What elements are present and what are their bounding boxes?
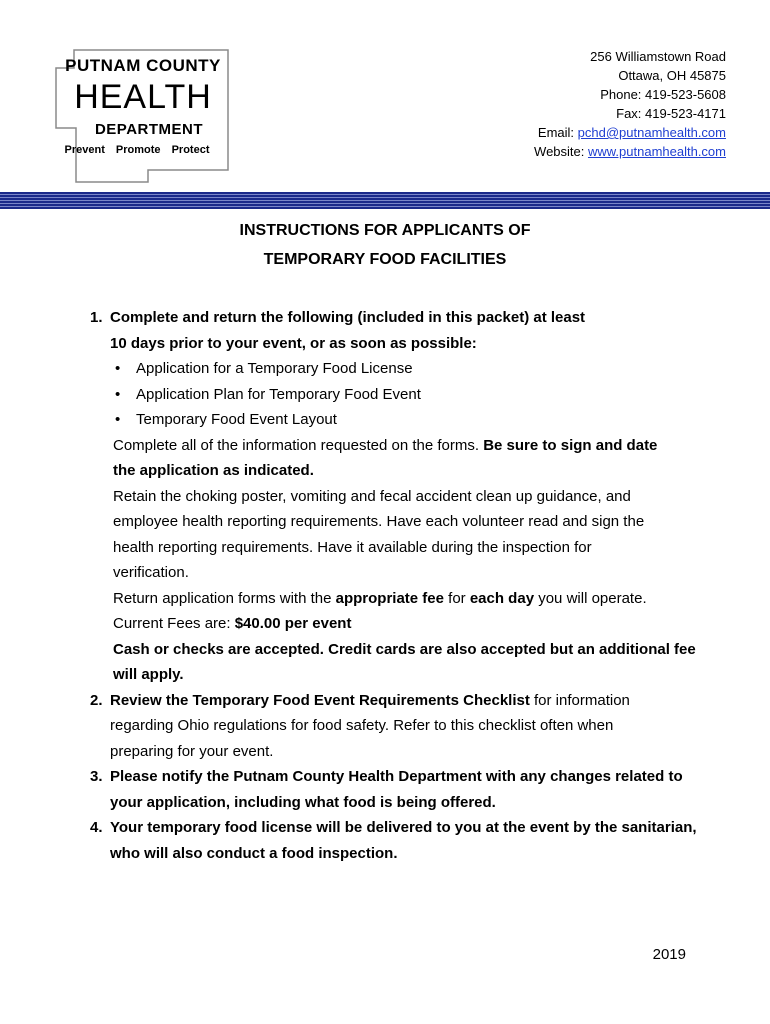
- logo-putnam-county: PUTNAM COUNTY: [65, 56, 221, 75]
- bullet-icon: •: [115, 360, 121, 377]
- bullet-icon: •: [115, 385, 121, 403]
- header-divider-bar: [0, 192, 770, 209]
- list-item-4-line2: [90, 841, 740, 867]
- item-4-text-line2: who will also conduct a food inspection.: [110, 844, 398, 862]
- item-4-number: 4.: [90, 819, 103, 836]
- retain-line2: employee health reporting requirements. Have each volunteer read and sign the: [113, 513, 645, 530]
- website-line: [534, 142, 726, 161]
- current-fees-label: Current Fees are:: [113, 615, 235, 632]
- email-line: [534, 123, 726, 142]
- website-link[interactable]: www.putnamhealth.com: [587, 144, 726, 159]
- bullet-text: Temporary Food Event Layout: [136, 411, 337, 428]
- list-item-3-line2: [90, 790, 740, 816]
- item-1-number: 1.: [90, 309, 103, 326]
- current-fees-line: [90, 611, 740, 637]
- list-item-2-line1: [90, 688, 740, 714]
- bullet-text: Application Plan for Temporary Food Event: [136, 385, 421, 403]
- list-item-1-heading-line1: [90, 305, 740, 331]
- retain-line4: verification.: [113, 564, 189, 581]
- list-item-2-line2: regarding Ohio regulations for food safety. Refer to this checklist often when: [110, 717, 614, 734]
- item-3-number: 3.: [90, 768, 103, 785]
- retain-line1: Retain the choking poster, vomiting and fecal accident clean up guidance, and: [113, 487, 631, 505]
- appropriate-fee-emphasis: appropriate fee: [335, 589, 444, 607]
- payment-line1: [90, 637, 740, 663]
- logo-department: DEPARTMENT: [94, 121, 204, 138]
- list-item-2-line3: preparing for your event.: [110, 742, 274, 760]
- bullet-item: [90, 382, 740, 408]
- complete-info-line2: [90, 458, 740, 484]
- return-text-c: for: [443, 589, 470, 607]
- bullet-icon: •: [115, 411, 121, 428]
- retain-line3: health reporting requirements. Have it available during the inspection for: [113, 538, 592, 556]
- logo-tagline: Prevent Promote Protect: [64, 144, 210, 156]
- website-label: Website:: [534, 144, 588, 159]
- complete-info-text: Complete all of the information requested on the forms.: [113, 436, 484, 454]
- each-day-emphasis: each day: [469, 589, 535, 607]
- return-text-a: Return application forms with the: [113, 589, 336, 607]
- fax-number: Fax: 419-523-4171: [616, 106, 726, 121]
- email-label: Email:: [537, 125, 578, 140]
- list-item-3-line1: [90, 764, 740, 790]
- bullet-text: Application for a Temporary Food License: [136, 360, 413, 377]
- payment-text-line1: Cash or checks are accepted. Credit cards are also accepted but an additional fee: [113, 640, 696, 658]
- fee-amount: $40.00 per event: [234, 615, 352, 632]
- return-forms-line: [90, 586, 740, 612]
- instructions-list: [90, 305, 740, 866]
- logo-health: HEALTH: [74, 78, 212, 116]
- item-1-heading-text-line1: Complete and return the following (included in this packet) at least: [110, 309, 586, 326]
- health-department-logo: [52, 48, 234, 190]
- list-item-4-line1: [90, 815, 740, 841]
- document-year: 2019: [652, 946, 686, 963]
- item-2-number: 2.: [90, 691, 103, 709]
- street-address: 256 Williamstown Road: [590, 49, 726, 64]
- list-item-1-heading-line2: [90, 331, 740, 357]
- city-state-zip: Ottawa, OH 45875: [618, 68, 726, 83]
- item-2-text-line1: for information: [529, 691, 630, 709]
- payment-text-line2: will apply.: [113, 666, 184, 683]
- contact-address-block: [534, 47, 726, 161]
- email-link[interactable]: pchd@putnamhealth.com: [577, 125, 726, 140]
- item-3-text-line1: Please notify the Putnam County Health Department with any changes related to: [110, 768, 683, 785]
- checklist-emphasis: Review the Temporary Food Event Requirements Checklist: [110, 691, 530, 709]
- page-title-line1: INSTRUCTIONS FOR APPLICANTS OF: [239, 222, 531, 239]
- sign-date-emphasis-line2: the application as indicated.: [113, 462, 314, 479]
- item-4-text-line1: Your temporary food license will be delivered to you at the event by the sanitarian,: [110, 819, 697, 836]
- sign-date-emphasis-line1: Be sure to sign and date: [483, 436, 658, 454]
- complete-info-line1: [90, 433, 740, 459]
- page-title-line2: TEMPORARY FOOD FACILITIES: [263, 251, 507, 268]
- item-1-heading-text-line2: 10 days prior to your event, or as soon as possible:: [110, 334, 477, 352]
- payment-line2: [90, 662, 740, 688]
- return-text-e: you will operate.: [534, 589, 647, 607]
- item-3-text-line2: your application, including what food is being offered.: [110, 793, 496, 811]
- bullet-item: [90, 356, 740, 382]
- bullet-item: [90, 407, 740, 433]
- phone-number: Phone: 419-523-5608: [600, 87, 726, 102]
